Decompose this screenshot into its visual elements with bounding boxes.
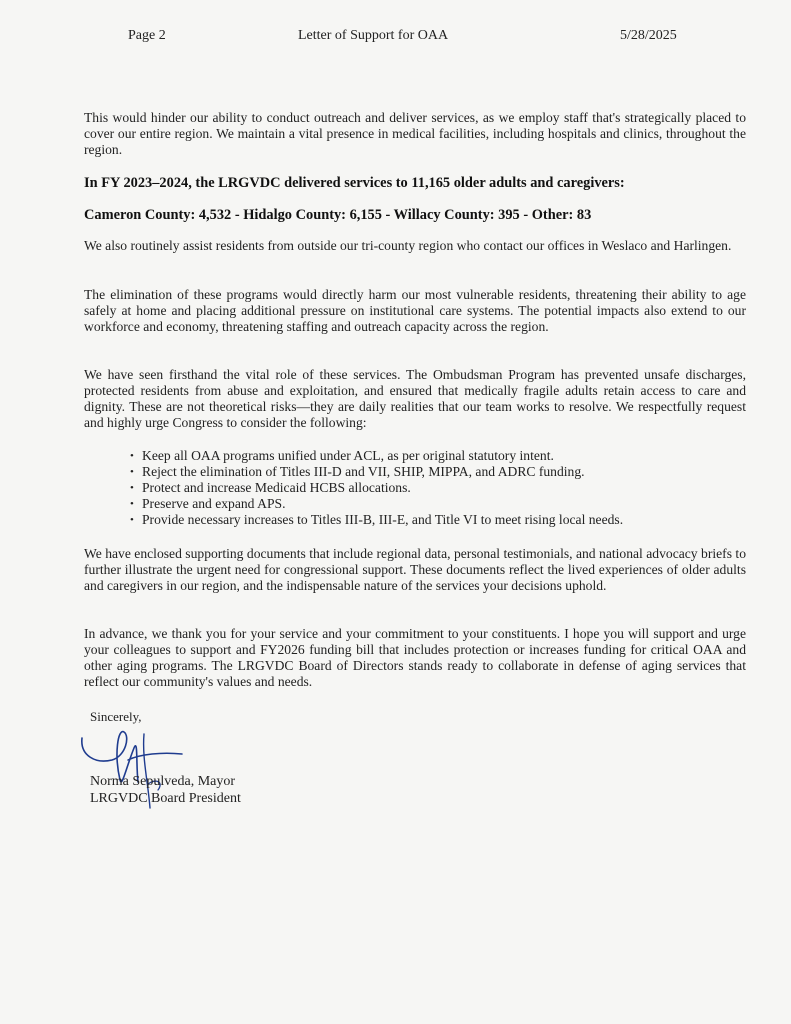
paragraph-impacts [84, 287, 746, 335]
letter-date: 5/28/2025 [620, 28, 677, 43]
paragraph-text: We also routinely assist residents from outside our tri-county region who contact our offices in Weslaco and Harlingen. [84, 238, 732, 253]
paragraph-ombudsman [84, 367, 746, 431]
services-stat-line: In FY 2023–2024, the LRGVDC delivered services to 11,165 older adults and caregivers: [84, 175, 625, 191]
list-item: • Provide necessary increases to Titles III-B, III-E, and Title VI to meet rising local needs. [130, 512, 730, 528]
paragraph-thanks [84, 626, 746, 690]
paragraph-tri-county [84, 238, 746, 254]
list-item: • Protect and increase Medicaid HCBS allocations. [130, 480, 730, 496]
page-number: Page 2 [128, 28, 166, 43]
paragraph-text: In advance, we thank you for your service and your commitment to your constituents. I hope you will support and urge your colleagues to support and FY2026 funding bill that includes protection or increases funding for critical OAA and other aging programs. The LRGVDC Board of Directors stands ready to collaborate in defense of aging services that reflect our community's values and needs. [84, 626, 746, 689]
paragraph-text: This would hinder our ability to conduct outreach and deliver services, as we employ staff that's strategically placed to cover our entire region. We maintain a vital presence in medical facilities, including hospitals and clinics, throughout the region. [84, 110, 746, 157]
paragraph-outreach [84, 110, 746, 158]
letter-title: Letter of Support for OAA [298, 28, 449, 43]
signatory-name: Norma Sepulveda, Mayor [90, 774, 236, 789]
request-list [130, 448, 730, 528]
county-breakdown-line: Cameron County: 4,532 - Hidalgo County: 6,155 - Willacy County: 395 - Other: 83 [84, 207, 592, 223]
signatory-block [90, 773, 241, 807]
list-item: • Preserve and expand APS. [130, 496, 730, 512]
paragraph-text: We have seen firsthand the vital role of these services. The Ombudsman Program has prevented unsafe discharges, protected residents from abuse and exploitation, and ensured that medically fragile adults retain access to care and dignity. These are not theoretical risks—they are daily realities that our team works to resolve. We respectfully request and highly urge Congress to consider the following: [84, 367, 746, 430]
closing-salutation: Sincerely, [90, 709, 142, 724]
paragraph-enclosed-documents [84, 546, 746, 594]
list-item: • Keep all OAA programs unified under ACL, as per original statutory intent. [130, 448, 730, 464]
signatory-title: LRGVDC Board President [90, 791, 241, 806]
paragraph-text: We have enclosed supporting documents that include regional data, personal testimonials, and national advocacy briefs to further illustrate the urgent need for congressional support. These documents reflect the lived experiences of older adults and caregivers in our region, and the indispensable nature of the services your decisions uphold. [84, 546, 746, 593]
paragraph-text: The elimination of these programs would directly harm our most vulnerable residents, threatening their ability to age safely at home and placing additional pressure on institutional care systems. The potential impacts also extend to our workforce and economy, threatening staffing and outreach capacity across the region. [84, 287, 746, 334]
list-item: • Reject the elimination of Titles III-D and VII, SHIP, MIPPA, and ADRC funding. [130, 464, 730, 480]
